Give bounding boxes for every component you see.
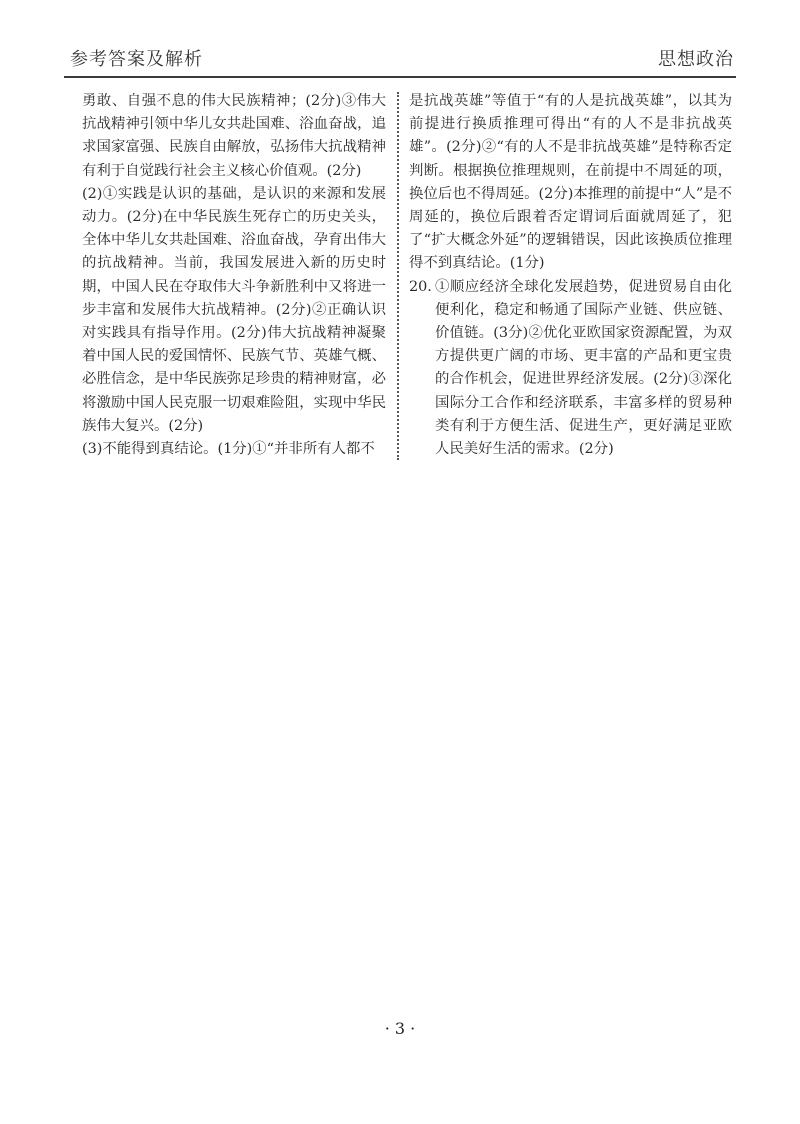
column-divider xyxy=(397,92,399,460)
question-20-answer: ①顺应经济全球化发展趋势，促进贸易自由化便利化，稳定和畅通了国际产业链、供应链、价值链。(3分)②优化亚欧国家资源配置，为双方提供更广阔的市场、更丰富的产品和更宝贵的合作机会，促进世界经济发展。(2分)③深化国际分工合作和经济联系，丰富多样的贸易种类有利于方便生活、促进生产，更好满足亚欧人民美好生活的需求。(2分) xyxy=(435,278,732,458)
right-column xyxy=(409,90,732,461)
page-header xyxy=(64,46,736,78)
header-subject-right: 思想政治 xyxy=(658,49,734,70)
question-number: 20. xyxy=(409,278,432,295)
answer-paragraph-1: 勇敢、自强不息的伟大民族精神；(2分)③伟大抗战精神引领中华儿女共赴国难、浴血奋战，追求国家富强、民族自由解放，弘扬伟大抗战精神有利于自觉践行社会主义核心价值观。(2分) xyxy=(82,93,386,179)
answer-paragraph-2: (2)①实践是认识的基础，是认识的来源和发展动力。(2分)在中华民族生死存亡的历史关头，全体中华儿女共赴国难、浴血奋战，孕育出伟大的抗战精神。当前，我国发展进入新的历史时期，中国人民在夺取伟大斗争新胜利中又将进一步丰富和发展伟大抗战精神。(2分)②正确认识对实践具有指导作用。(2分)伟大抗战精神凝聚着中国人民的爱国情怀、民族气节、英雄气概、必胜信念，是中华民族弥足珍贵的精神财富，必将激励中国人民克服一切艰难险阻，实现中华民族伟大复兴。(2分) xyxy=(82,185,386,434)
answer-paragraph-continued: 是抗战英雄”等值于“有的人是抗战英雄”，以其为前提进行换质推理可得出“有的人不是非抗战英雄”。(2分)②“有的人不是非抗战英雄”是特称否定判断。根据换位推理规则，在前提中不周延的项，换位后也不得周延。(2分)本推理的前提中“人”是不周延的，换位后跟着否定谓词后面就周延了，犯了“扩大概念外延”的逻辑错误，因此该换质位推理得不到真结论。(1分) xyxy=(409,93,732,272)
answer-paragraph-3: (3)不能得到真结论。(1分)①“并非所有人都不 xyxy=(82,441,375,458)
header-title-left: 参考答案及解析 xyxy=(70,49,203,70)
question-20 xyxy=(409,276,732,462)
page-number: · 3 · xyxy=(384,1019,416,1038)
left-column xyxy=(82,90,386,461)
